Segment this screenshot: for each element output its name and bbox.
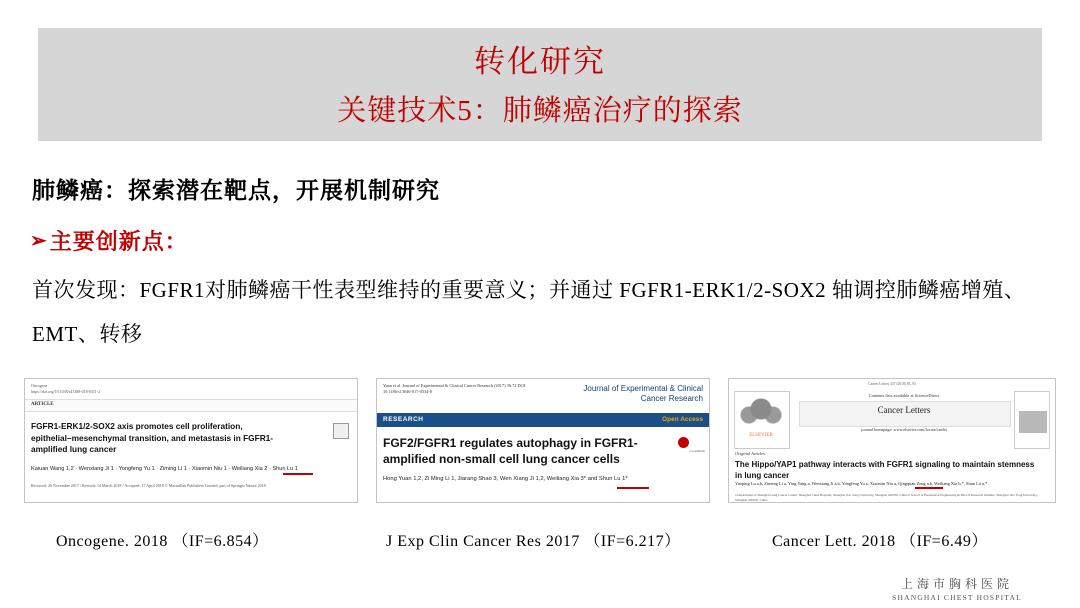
paper1-authors: Kaiuan Wang 1,2 · Wenxiang Ji 1 · Yongfeng Yu 1 · Ziming Li 1 · Xiaomin Niu 1 · Weiliang Xia 2 · Shun Lu 1 (31, 466, 298, 472)
innovation-paragraph: 首次发现：FGFR1对肺鳞癌干性表型维持的重要意义；并通过 FGFR1-ERK1/2-SOX2 轴调控肺鳞癌增殖、EMT、转移 (32, 278, 1026, 346)
paper2-journal-header: Journal of Experimental & Clinical Cancer Research (583, 384, 703, 403)
paper3-cover-image (1019, 411, 1047, 433)
paper3-title: The Hippo/YAP1 pathway interacts with FGFR1 signaling to maintain stemness in lung cancer (735, 460, 1035, 480)
page-title: 转化研究 (474, 44, 606, 79)
paper3-publisher-name: ELSEVIER (749, 433, 773, 438)
header-banner (38, 28, 1042, 141)
paper1-journal-header: Oncogene https://doi.org/10.1038/s41388-018-0311-2 (31, 383, 101, 394)
paper2-author-highlight (617, 487, 649, 489)
paper2-caption: J Exp Clin Cancer Res 2017 （IF=6.217） (386, 533, 681, 550)
paper3-author-highlight (915, 487, 943, 489)
paper2-section-band (377, 413, 709, 427)
body-heading: 肺鳞癌：探索潜在靶点，开展机制研究 (32, 178, 440, 203)
paper1-title: FGFR1-ERK1/2-SOX2 axis promotes cell proliferation, epithelial–mesenchymal transition, and metastasis in FGFR1-amplified lung cancer (31, 421, 274, 454)
page-subtitle: 关键技术5：肺鳞癌治疗的探索 (337, 95, 743, 127)
paper1-section-label: ARTICLE (31, 402, 54, 407)
hospital-name-en: SHANGHAI CHEST HOSPITAL (892, 593, 1022, 602)
innovation-heading (30, 225, 188, 256)
paper2-open-access-label: Open Access (662, 416, 703, 423)
paper1-caption: Oncogene. 2018 （IF=6.854） (56, 533, 269, 550)
crossmark-icon (678, 437, 689, 448)
paper3-availability: Contents lists available at ScienceDirect (868, 393, 940, 398)
hospital-logo (862, 575, 1052, 602)
paper1-meta: Received: 26 November 2017 / Revised: 14 March 2018 / Accepted: 17 April 2018 © Macmillan Publishers Limited, part of Springer Nature 2018 (31, 483, 266, 488)
paper3-caption: Cancer Lett. 2018 （IF=6.49） (772, 533, 988, 550)
bullet-arrow-icon: ➢ (30, 229, 48, 252)
paper1-author-highlight (283, 473, 313, 475)
paper-thumbnail-cancer-letters[interactable] (728, 378, 1056, 503)
paper2-authors: Hong Yuan 1,2, Zi Ming Li 1, Jiarang Shao 3, Wen Xiang Ji 1,2, Weiliang Xia 3* and Shun Lu 1* (383, 476, 628, 482)
innovation-label: 主要创新点： (49, 229, 188, 254)
paper3-section-label: Original Articles (735, 451, 765, 456)
paper1-publisher-logo (333, 423, 349, 439)
paper1-article-bar (25, 399, 357, 412)
hospital-name-cn: 上海市胸科医院 (900, 577, 1013, 591)
paper2-title: FGF2/FGFR1 regulates autophagy in FGFR1-amplified non-small cell lung cancer cells (383, 436, 638, 466)
paper-thumbnails (24, 378, 1056, 508)
paper3-affiliations: a Department of Shanghai Lung Cancer Center, Shanghai Chest Hospital, Shanghai Jiao Tong University, Shanghai 200030, China b School of Biomedical Engineering & Med-X Research Institute, Shanghai Jiao Tong University, Shanghai 200030, China (735, 493, 1038, 502)
paper3-topline: Cancer Letters 437 (2018) 85–93 (868, 382, 916, 386)
paper3-journal-homepage: journal homepage: www.elsevier.com/locate/canlet (861, 427, 947, 432)
paper-thumbnail-oncogene[interactable] (24, 378, 358, 503)
paper2-crossmark-label: CrossMark (689, 449, 705, 453)
paper-thumbnail-jeccr[interactable] (376, 378, 710, 503)
paper3-authors: Yaoping Lu a,b, Zimeng Li a, Ying Yang a, Wenxiang Ji a,b, Yongfeng Yu a, Xiaomin Niu a, Qingquan Zeng a,b, Weiliang Xia b,*, Shun Lu a,* (735, 481, 988, 486)
paper2-meta: Yuan et al. Journal of Experimental & Clinical Cancer Research (2017) 36:72 DOI 10.1186/s13046-017-0534-0 (383, 383, 526, 394)
elsevier-tree-icon (737, 393, 785, 431)
paper3-journal-name: Cancer Letters (877, 405, 931, 415)
paper2-section-label: RESEARCH (383, 416, 424, 423)
